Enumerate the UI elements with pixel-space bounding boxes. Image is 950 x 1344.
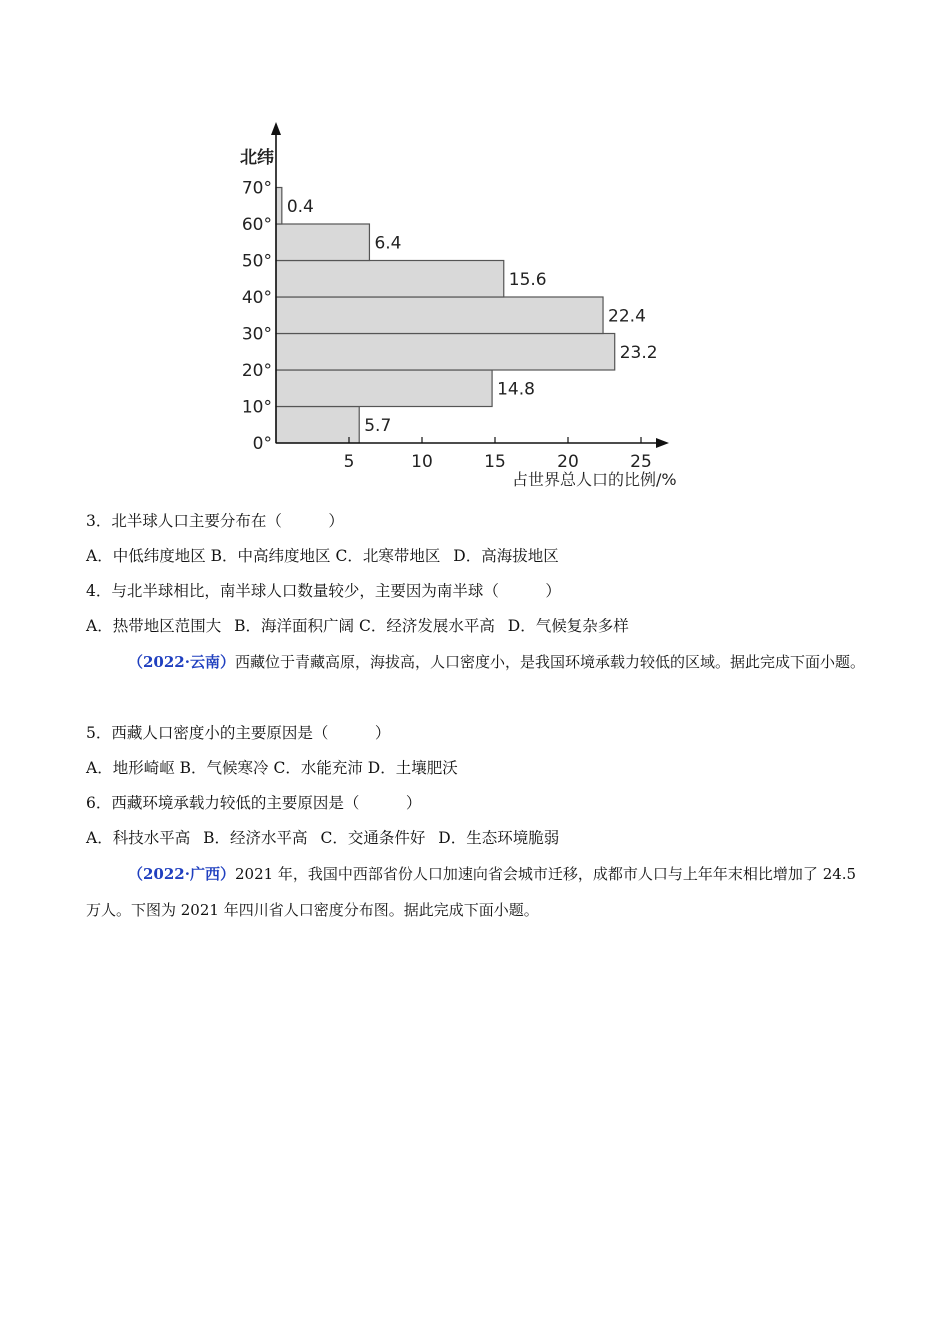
y-axis-arrow	[271, 122, 281, 135]
q4-option-d[interactable]: D．气候复杂多样	[507, 617, 629, 635]
q5-option-a[interactable]: A．地形崎岖	[86, 759, 175, 777]
bar-5	[276, 224, 369, 261]
bar-value-label-5: 6.4	[374, 233, 402, 254]
bar-value-label-2: 23.2	[619, 342, 658, 363]
q6-option-b[interactable]: B．经济水平高	[203, 829, 308, 847]
y-tick-label-2: 20°	[241, 361, 272, 381]
y-tick-label-7: 70°	[241, 178, 272, 199]
q5-option-b[interactable]: B．气候寒冷	[179, 759, 269, 777]
y-tick-label-5: 50°	[241, 251, 272, 272]
y-tick-label-1: 10°	[241, 397, 272, 418]
bar-1	[276, 370, 492, 407]
passage-guangxi-source: （2022·广西）	[128, 865, 235, 883]
x-axis-arrow	[656, 438, 669, 448]
passage-guangxi-text: 2021 年，我国中西部省份人口加速向省会城市迁移，成都市人口与上年年末相比增加了 24.5 万人。下图为 2021 年四川省人口密度分布图。据此完成下面小题。	[86, 865, 857, 919]
question-3-stem: 3．北半球人口主要分布在（ ）	[86, 512, 344, 530]
q3-option-b[interactable]: B．中高纬度地区	[210, 547, 331, 565]
y-tick-label-3: 30°	[241, 324, 272, 345]
bar-value-label-1: 14.8	[497, 379, 535, 400]
q3-option-c[interactable]: C．北寒带地区	[335, 547, 441, 565]
q5-option-c[interactable]: C．水能充沛	[273, 759, 363, 777]
x-tick-label-4: 25	[630, 452, 652, 472]
bar-6	[276, 188, 282, 225]
q3-option-a[interactable]: A．中低纬度地区	[86, 547, 206, 565]
x-tick-label-0: 5	[343, 452, 355, 472]
x-tick-label-2: 15	[484, 452, 506, 472]
q6-option-d[interactable]: D．生态环境脆弱	[438, 829, 560, 847]
x-tick-label-1: 10	[411, 452, 433, 472]
bar-value-label-0: 5.7	[364, 415, 392, 436]
q4-option-a[interactable]: A．热带地区范围大	[86, 617, 222, 635]
q3-option-d[interactable]: D．高海拔地区	[453, 547, 559, 565]
y-tick-label-0: 0°	[252, 434, 272, 454]
bar-2	[276, 334, 615, 371]
q5-option-d[interactable]: D．土壤肥沃	[367, 759, 458, 777]
passage-yunnan-source: （2022·云南）	[128, 653, 235, 671]
question-5-options	[86, 758, 458, 778]
question-5-stem: 5．西藏人口密度小的主要原因是（ ）	[86, 724, 391, 742]
q4-option-c[interactable]: C．经济发展水平高	[358, 617, 495, 635]
passage-yunnan	[86, 644, 866, 680]
question-6-options	[86, 828, 559, 848]
bar-4	[276, 261, 504, 298]
q6-option-a[interactable]: A．科技水平高	[86, 829, 191, 847]
bar-0	[276, 407, 359, 444]
y-tick-label-6: 60°	[241, 215, 272, 235]
bar-value-label-4: 15.6	[508, 269, 547, 290]
passage-yunnan-text: 西藏位于青藏高原，海拔高，人口密度小，是我国环境承载力较低的区域。据此完成下面小题。	[234, 653, 865, 671]
question-4-stem: 4．与北半球相比，南半球人口数量较少，主要因为南半球（ ）	[86, 582, 561, 600]
question-4-options	[86, 616, 629, 636]
bar-3	[276, 297, 603, 334]
passage-guangxi	[86, 856, 866, 928]
y-axis-title: 北纬	[240, 148, 274, 168]
bars-group	[276, 188, 658, 444]
question-3-options	[86, 546, 559, 566]
q6-option-c[interactable]: C．交通条件好	[320, 829, 426, 847]
bar-value-label-3: 22.4	[608, 306, 646, 327]
population-latitude-chart	[228, 115, 708, 495]
bar-value-label-6: 0.4	[286, 196, 314, 217]
question-6-stem: 6．西藏环境承载力较低的主要原因是（ ）	[86, 794, 422, 812]
x-tick-label-3: 20	[557, 452, 579, 472]
y-tick-label-4: 40°	[241, 288, 272, 308]
x-axis-title: 占世界总人口的比例/%	[512, 470, 677, 489]
q4-option-b[interactable]: B．海洋面积广阔	[234, 617, 355, 635]
